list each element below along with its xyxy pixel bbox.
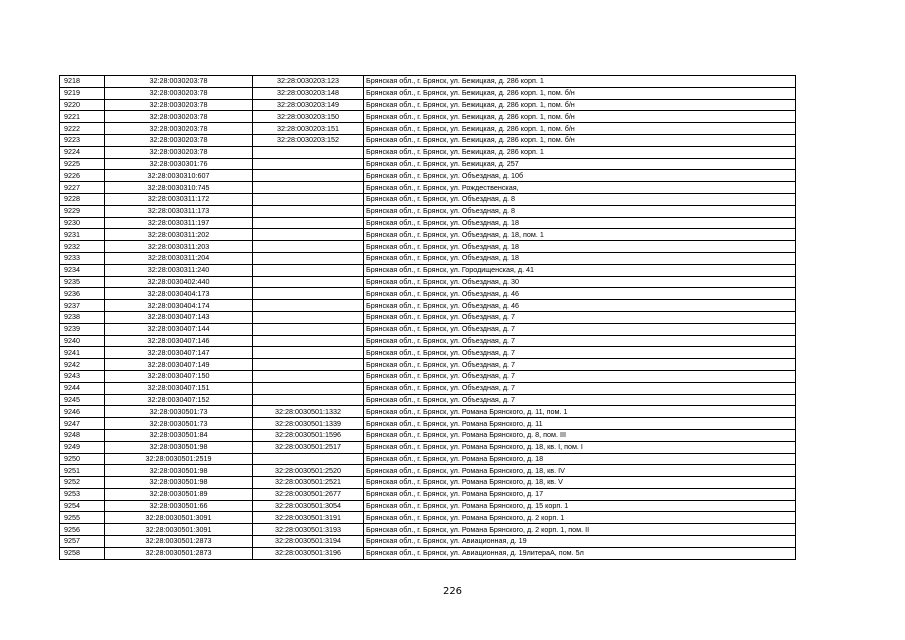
row-number-cell: 9226 [60, 170, 105, 182]
table-row [60, 241, 796, 253]
address-cell: Брянская обл., г. Брянск, ул. Бежицкая, д. 286 корп. 1, пом. б/н [364, 99, 796, 111]
row-number-cell: 9240 [60, 335, 105, 347]
child-cadastral-number-cell [253, 323, 364, 335]
parent-cadastral-number-cell: 32:28:0030407:150 [105, 370, 253, 382]
row-number-cell: 9227 [60, 182, 105, 194]
parent-cadastral-number-cell: 32:28:0030203:78 [105, 87, 253, 99]
child-cadastral-number-cell: 32:28:0030501:3193 [253, 524, 364, 536]
address-cell: Брянская обл., г. Брянск, ул. Объездная, д. 18, пом. 1 [364, 229, 796, 241]
child-cadastral-number-cell: 32:28:0030501:3194 [253, 536, 364, 548]
child-cadastral-number-cell: 32:28:0030501:1332 [253, 406, 364, 418]
table-row [60, 170, 796, 182]
address-cell: Брянская обл., г. Брянск, ул. Объездная, д. 10б [364, 170, 796, 182]
child-cadastral-number-cell: 32:28:0030501:3196 [253, 547, 364, 559]
address-cell: Брянская обл., г. Брянск, ул. Объездная, д. 8 [364, 205, 796, 217]
row-number-cell: 9253 [60, 488, 105, 500]
child-cadastral-number-cell [253, 158, 364, 170]
parent-cadastral-number-cell: 32:28:0030501:84 [105, 429, 253, 441]
address-cell: Брянская обл., г. Брянск, ул. Авиационная, д. 19литераА, пом. 5л [364, 547, 796, 559]
table-row [60, 76, 796, 88]
table-row [60, 512, 796, 524]
address-cell: Брянская обл., г. Брянск, ул. Объездная, д. 7 [364, 370, 796, 382]
table-row [60, 205, 796, 217]
address-cell: Брянская обл., г. Брянск, ул. Объездная, д. 7 [364, 394, 796, 406]
child-cadastral-number-cell [253, 217, 364, 229]
child-cadastral-number-cell [253, 170, 364, 182]
table-row [60, 182, 796, 194]
address-cell: Брянская обл., г. Брянск, ул. Романа Брянского, д. 18, кв. V [364, 477, 796, 489]
table-row [60, 276, 796, 288]
table-row [60, 146, 796, 158]
table-row [60, 99, 796, 111]
row-number-cell: 9256 [60, 524, 105, 536]
child-cadastral-number-cell [253, 370, 364, 382]
table-row [60, 311, 796, 323]
child-cadastral-number-cell [253, 288, 364, 300]
child-cadastral-number-cell [253, 394, 364, 406]
row-number-cell: 9225 [60, 158, 105, 170]
parent-cadastral-number-cell: 32:28:0030501:73 [105, 418, 253, 430]
child-cadastral-number-cell [253, 229, 364, 241]
row-number-cell: 9241 [60, 347, 105, 359]
table-row [60, 500, 796, 512]
child-cadastral-number-cell: 32:28:0030203:149 [253, 99, 364, 111]
parent-cadastral-number-cell: 32:28:0030301:76 [105, 158, 253, 170]
child-cadastral-number-cell [253, 359, 364, 371]
child-cadastral-number-cell [253, 276, 364, 288]
row-number-cell: 9235 [60, 276, 105, 288]
table-row [60, 111, 796, 123]
row-number-cell: 9232 [60, 241, 105, 253]
address-cell: Брянская обл., г. Брянск, ул. Объездная, д. 30 [364, 276, 796, 288]
row-number-cell: 9219 [60, 87, 105, 99]
parent-cadastral-number-cell: 32:28:0030311:173 [105, 205, 253, 217]
table-row [60, 347, 796, 359]
row-number-cell: 9228 [60, 193, 105, 205]
address-cell: Брянская обл., г. Брянск, ул. Объездная, д. 18 [364, 252, 796, 264]
row-number-cell: 9230 [60, 217, 105, 229]
row-number-cell: 9258 [60, 547, 105, 559]
address-cell: Брянская обл., г. Брянск, ул. Объездная, д. 46 [364, 288, 796, 300]
child-cadastral-number-cell [253, 193, 364, 205]
table-row [60, 359, 796, 371]
address-cell: Брянская обл., г. Брянск, ул. Романа Брянского, д. 18, кв. IV [364, 465, 796, 477]
parent-cadastral-number-cell: 32:28:0030311:203 [105, 241, 253, 253]
parent-cadastral-number-cell: 32:28:0030402:440 [105, 276, 253, 288]
address-cell: Брянская обл., г. Брянск, ул. Объездная, д. 18 [364, 217, 796, 229]
table-row [60, 300, 796, 312]
table-row [60, 123, 796, 135]
table-row [60, 217, 796, 229]
address-cell: Брянская обл., г. Брянск, ул. Объездная, д. 7 [364, 359, 796, 371]
address-cell: Брянская обл., г. Брянск, ул. Бежицкая, д. 286 корп. 1, пом. б/н [364, 123, 796, 135]
parent-cadastral-number-cell: 32:28:0030311:172 [105, 193, 253, 205]
table-row [60, 406, 796, 418]
row-number-cell: 9252 [60, 477, 105, 489]
address-cell: Брянская обл., г. Брянск, ул. Объездная, д. 8 [364, 193, 796, 205]
child-cadastral-number-cell [253, 205, 364, 217]
address-cell: Брянская обл., г. Брянск, ул. Бежицкая, д. 257 [364, 158, 796, 170]
address-cell: Брянская обл., г. Брянск, ул. Романа Брянского, д. 18, кв. I, пом. I [364, 441, 796, 453]
parent-cadastral-number-cell: 32:28:0030407:143 [105, 311, 253, 323]
cadastral-table [59, 75, 796, 560]
parent-cadastral-number-cell: 32:28:0030501:73 [105, 406, 253, 418]
child-cadastral-number-cell [253, 382, 364, 394]
address-cell: Брянская обл., г. Брянск, ул. Бежицкая, д. 286 корп. 1, пом. б/н [364, 111, 796, 123]
parent-cadastral-number-cell: 32:28:0030311:197 [105, 217, 253, 229]
table-row [60, 382, 796, 394]
child-cadastral-number-cell [253, 241, 364, 253]
parent-cadastral-number-cell: 32:28:0030501:98 [105, 465, 253, 477]
address-cell: Брянская обл., г. Брянск, ул. Объездная, д. 46 [364, 300, 796, 312]
table-row [60, 158, 796, 170]
table-row [60, 335, 796, 347]
child-cadastral-number-cell: 32:28:0030501:1339 [253, 418, 364, 430]
parent-cadastral-number-cell: 32:28:0030311:202 [105, 229, 253, 241]
address-cell: Брянская обл., г. Брянск, ул. Романа Брянского, д. 2 корп. 1 [364, 512, 796, 524]
child-cadastral-number-cell: 32:28:0030203:148 [253, 87, 364, 99]
table-row [60, 288, 796, 300]
parent-cadastral-number-cell: 32:28:0030310:745 [105, 182, 253, 194]
table-row [60, 418, 796, 430]
parent-cadastral-number-cell: 32:28:0030311:204 [105, 252, 253, 264]
child-cadastral-number-cell [253, 300, 364, 312]
address-cell: Брянская обл., г. Брянск, ул. Авиационная, д. 19 [364, 536, 796, 548]
parent-cadastral-number-cell: 32:28:0030203:78 [105, 134, 253, 146]
child-cadastral-number-cell: 32:28:0030501:1596 [253, 429, 364, 441]
parent-cadastral-number-cell: 32:28:0030203:78 [105, 146, 253, 158]
row-number-cell: 9236 [60, 288, 105, 300]
table-body [60, 76, 796, 560]
row-number-cell: 9251 [60, 465, 105, 477]
table-row [60, 252, 796, 264]
address-cell: Брянская обл., г. Брянск, ул. Бежицкая, д. 286 корп. 1 [364, 76, 796, 88]
table-row [60, 441, 796, 453]
parent-cadastral-number-cell: 32:28:0030404:174 [105, 300, 253, 312]
parent-cadastral-number-cell: 32:28:0030203:78 [105, 111, 253, 123]
row-number-cell: 9224 [60, 146, 105, 158]
address-cell: Брянская обл., г. Брянск, ул. Бежицкая, д. 286 корп. 1, пом. б/н [364, 134, 796, 146]
address-cell: Брянская обл., г. Брянск, ул. Городищенская, д. 41 [364, 264, 796, 276]
table-row [60, 394, 796, 406]
parent-cadastral-number-cell: 32:28:0030311:240 [105, 264, 253, 276]
row-number-cell: 9223 [60, 134, 105, 146]
child-cadastral-number-cell: 32:28:0030203:150 [253, 111, 364, 123]
child-cadastral-number-cell [253, 264, 364, 276]
table-row [60, 488, 796, 500]
child-cadastral-number-cell: 32:28:0030501:2521 [253, 477, 364, 489]
row-number-cell: 9246 [60, 406, 105, 418]
child-cadastral-number-cell [253, 182, 364, 194]
row-number-cell: 9250 [60, 453, 105, 465]
parent-cadastral-number-cell: 32:28:0030501:66 [105, 500, 253, 512]
address-cell: Брянская обл., г. Брянск, ул. Романа Брянского, д. 17 [364, 488, 796, 500]
row-number-cell: 9229 [60, 205, 105, 217]
address-cell: Брянская обл., г. Брянск, ул. Объездная, д. 7 [364, 311, 796, 323]
parent-cadastral-number-cell: 32:28:0030203:78 [105, 99, 253, 111]
address-cell: Брянская обл., г. Брянск, ул. Объездная, д. 7 [364, 382, 796, 394]
table-row [60, 229, 796, 241]
table-row [60, 429, 796, 441]
child-cadastral-number-cell [253, 252, 364, 264]
table-row [60, 465, 796, 477]
row-number-cell: 9238 [60, 311, 105, 323]
parent-cadastral-number-cell: 32:28:0030501:98 [105, 477, 253, 489]
address-cell: Брянская обл., г. Брянск, ул. Рождественская, [364, 182, 796, 194]
table-row [60, 536, 796, 548]
child-cadastral-number-cell: 32:28:0030203:152 [253, 134, 364, 146]
table-row [60, 477, 796, 489]
parent-cadastral-number-cell: 32:28:0030203:78 [105, 123, 253, 135]
address-cell: Брянская обл., г. Брянск, ул. Романа Брянского, д. 11, пом. 1 [364, 406, 796, 418]
parent-cadastral-number-cell: 32:28:0030407:146 [105, 335, 253, 347]
child-cadastral-number-cell [253, 335, 364, 347]
child-cadastral-number-cell [253, 311, 364, 323]
table-row [60, 134, 796, 146]
parent-cadastral-number-cell: 32:28:0030501:2873 [105, 547, 253, 559]
row-number-cell: 9244 [60, 382, 105, 394]
row-number-cell: 9231 [60, 229, 105, 241]
row-number-cell: 9218 [60, 76, 105, 88]
cadastral-table-container [59, 75, 796, 560]
child-cadastral-number-cell: 32:28:0030203:151 [253, 123, 364, 135]
address-cell: Брянская обл., г. Брянск, ул. Романа Брянского, д. 11 [364, 418, 796, 430]
address-cell: Брянская обл., г. Брянск, ул. Объездная, д. 18 [364, 241, 796, 253]
row-number-cell: 9221 [60, 111, 105, 123]
parent-cadastral-number-cell: 32:28:0030501:3091 [105, 512, 253, 524]
table-row [60, 264, 796, 276]
parent-cadastral-number-cell: 32:28:0030501:2519 [105, 453, 253, 465]
parent-cadastral-number-cell: 32:28:0030501:3091 [105, 524, 253, 536]
table-row [60, 524, 796, 536]
row-number-cell: 9243 [60, 370, 105, 382]
child-cadastral-number-cell [253, 453, 364, 465]
row-number-cell: 9257 [60, 536, 105, 548]
page-number: 226 [442, 586, 463, 597]
row-number-cell: 9245 [60, 394, 105, 406]
row-number-cell: 9248 [60, 429, 105, 441]
parent-cadastral-number-cell: 32:28:0030203:78 [105, 76, 253, 88]
parent-cadastral-number-cell: 32:28:0030501:98 [105, 441, 253, 453]
address-cell: Брянская обл., г. Брянск, ул. Объездная, д. 7 [364, 323, 796, 335]
row-number-cell: 9255 [60, 512, 105, 524]
row-number-cell: 9254 [60, 500, 105, 512]
row-number-cell: 9234 [60, 264, 105, 276]
row-number-cell: 9222 [60, 123, 105, 135]
parent-cadastral-number-cell: 32:28:0030407:152 [105, 394, 253, 406]
address-cell: Брянская обл., г. Брянск, ул. Романа Брянского, д. 15 корп. 1 [364, 500, 796, 512]
parent-cadastral-number-cell: 32:28:0030407:144 [105, 323, 253, 335]
parent-cadastral-number-cell: 32:28:0030404:173 [105, 288, 253, 300]
parent-cadastral-number-cell: 32:28:0030407:149 [105, 359, 253, 371]
row-number-cell: 9247 [60, 418, 105, 430]
child-cadastral-number-cell: 32:28:0030203:123 [253, 76, 364, 88]
table-row [60, 87, 796, 99]
row-number-cell: 9249 [60, 441, 105, 453]
child-cadastral-number-cell [253, 146, 364, 158]
address-cell: Брянская обл., г. Брянск, ул. Бежицкая, д. 286 корп. 1, пом. б/н [364, 87, 796, 99]
parent-cadastral-number-cell: 32:28:0030310:607 [105, 170, 253, 182]
address-cell: Брянская обл., г. Брянск, ул. Бежицкая, д. 286 корп. 1 [364, 146, 796, 158]
row-number-cell: 9220 [60, 99, 105, 111]
parent-cadastral-number-cell: 32:28:0030407:151 [105, 382, 253, 394]
table-row [60, 547, 796, 559]
child-cadastral-number-cell: 32:28:0030501:2677 [253, 488, 364, 500]
table-row [60, 453, 796, 465]
address-cell: Брянская обл., г. Брянск, ул. Объездная, д. 7 [364, 347, 796, 359]
address-cell: Брянская обл., г. Брянск, ул. Романа Брянского, д. 8, пом. III [364, 429, 796, 441]
parent-cadastral-number-cell: 32:28:0030407:147 [105, 347, 253, 359]
parent-cadastral-number-cell: 32:28:0030501:2873 [105, 536, 253, 548]
row-number-cell: 9242 [60, 359, 105, 371]
child-cadastral-number-cell: 32:28:0030501:3054 [253, 500, 364, 512]
parent-cadastral-number-cell: 32:28:0030501:89 [105, 488, 253, 500]
address-cell: Брянская обл., г. Брянск, ул. Объездная, д. 7 [364, 335, 796, 347]
row-number-cell: 9239 [60, 323, 105, 335]
table-row [60, 193, 796, 205]
table-row [60, 370, 796, 382]
child-cadastral-number-cell: 32:28:0030501:2517 [253, 441, 364, 453]
row-number-cell: 9233 [60, 252, 105, 264]
table-row [60, 323, 796, 335]
child-cadastral-number-cell [253, 347, 364, 359]
row-number-cell: 9237 [60, 300, 105, 312]
child-cadastral-number-cell: 32:28:0030501:2520 [253, 465, 364, 477]
address-cell: Брянская обл., г. Брянск, ул. Романа Брянского, д. 18 [364, 453, 796, 465]
child-cadastral-number-cell: 32:28:0030501:3191 [253, 512, 364, 524]
address-cell: Брянская обл., г. Брянск, ул. Романа Брянского, д. 2 корп. 1, пом. II [364, 524, 796, 536]
